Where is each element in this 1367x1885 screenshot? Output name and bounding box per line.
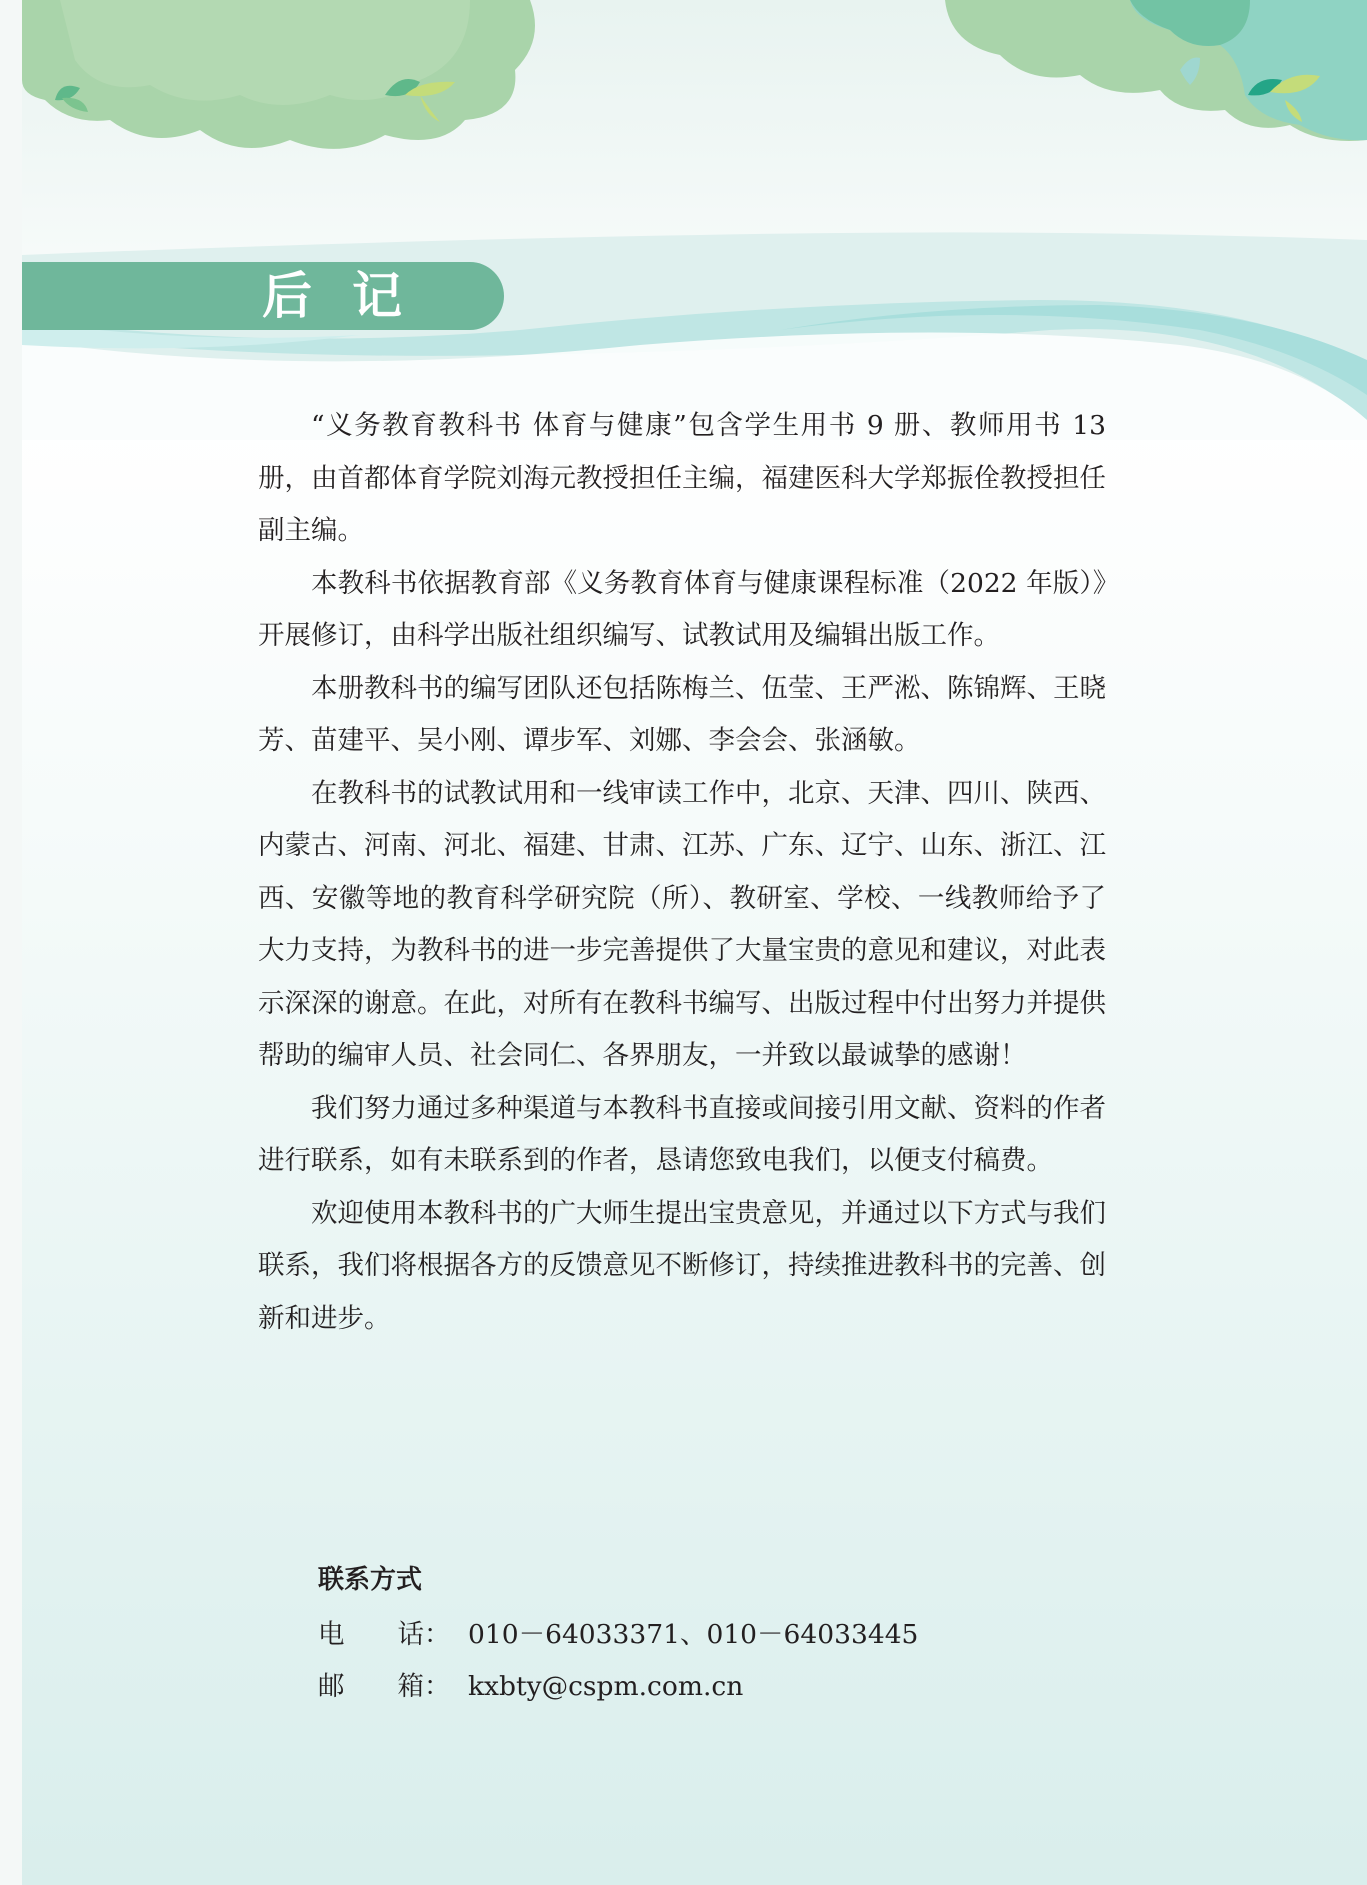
contact-section: [318, 1555, 1018, 1713]
afterword-body: [258, 400, 1106, 1345]
paragraph: 欢迎使用本教科书的广大师生提出宝贵意见，并通过以下方式与我们联系，我们将根据各方的反馈意见不断修订，持续推进教科书的完善、创新和进步。: [258, 1197, 1106, 1334]
paragraph: 本册教科书的编写团队还包括陈梅兰、伍莹、王严淞、陈锦辉、王晓芳、苗建平、吴小刚、谭步军、刘娜、李会会、张涵敏。: [258, 672, 1106, 756]
email-value: kxbty@cspm.com.cn: [468, 1671, 744, 1702]
phone-label: 电 话：: [318, 1619, 451, 1650]
contact-heading: 联系方式: [318, 1565, 423, 1595]
email-row: [318, 1661, 1018, 1713]
paragraph: 本教科书依据教育部《义务教育体育与健康课程标准（2022 年版）》开展修订，由科学出版社组织编写、试教试用及编辑出版工作。: [258, 567, 1106, 651]
paragraph: 我们努力通过多种渠道与本教科书直接或间接引用文献、资料的作者进行联系，如有未联系到的作者，恳请您致电我们，以便支付稿费。: [258, 1092, 1106, 1176]
email-label: 邮 箱：: [318, 1671, 451, 1702]
phone-row: [318, 1609, 1018, 1661]
phone-value: 010－64033371、010－64033445: [468, 1619, 919, 1650]
foliage-decoration: [0, 0, 1367, 440]
page-title: 后记: [262, 266, 442, 325]
paragraph: 在教科书的试教试用和一线审读工作中，北京、天津、四川、陕西、内蒙古、河南、河北、福建、甘肃、江苏、广东、辽宁、山东、浙江、江西、安徽等地的教育科学研究院（所）、教研室、学校、一线教师给予了大力支持，为教科书的进一步完善提供了大量宝贵的意见和建议，对此表示深深的谢意。在此，对所有在教科书编写、出版过程中付出努力并提供帮助的编审人员、社会同仁、各界朋友，一并致以最诚挚的感谢！: [258, 777, 1106, 1071]
paragraph: “义务教育教科书 体育与健康”包含学生用书 9 册、教师用书 13 册，由首都体育学院刘海元教授担任主编，福建医科大学郑振佺教授担任副主编。: [258, 410, 1106, 546]
